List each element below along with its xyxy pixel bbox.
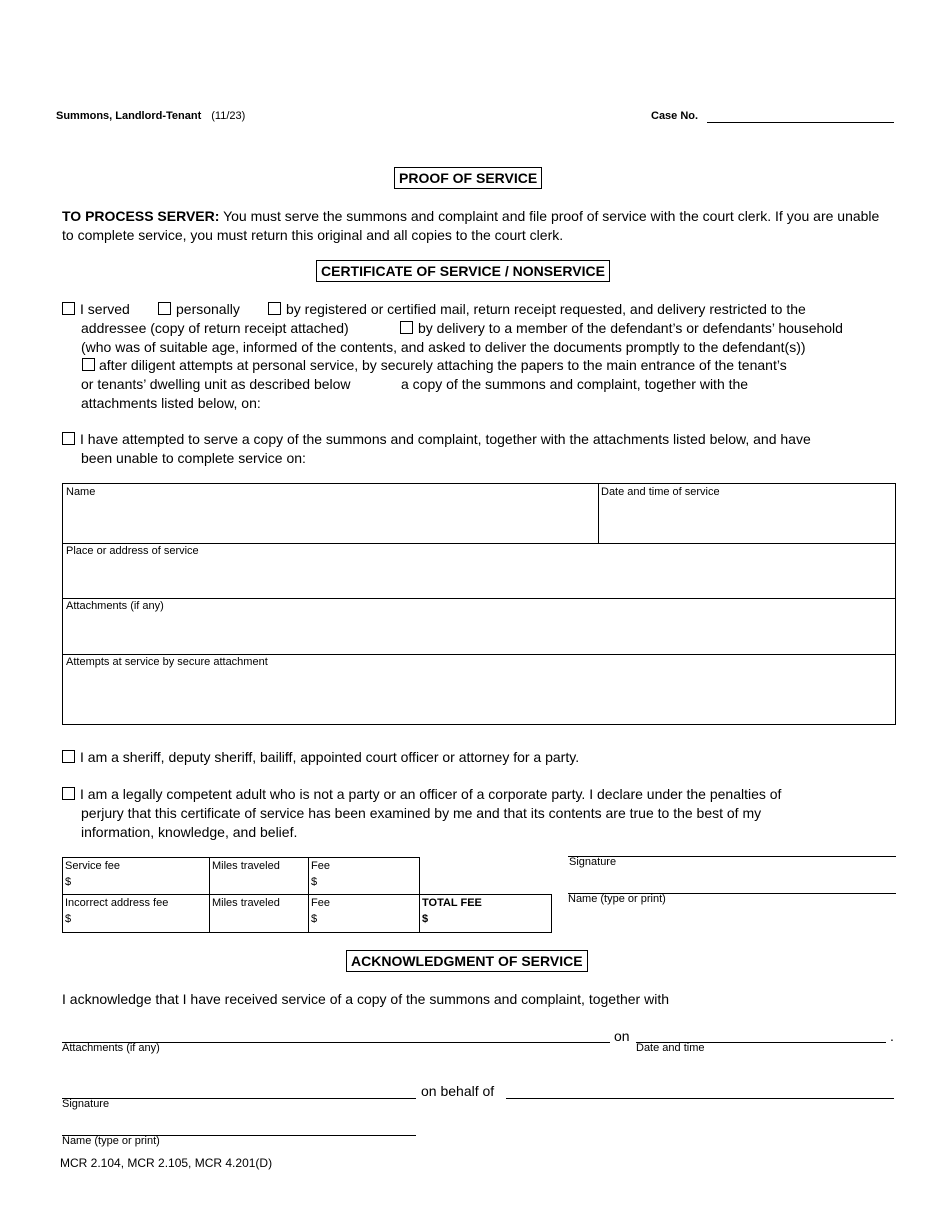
attempts-label: Attempts at service by secure attachment [66,656,268,668]
service-fee-label: Service fee [65,860,121,872]
ack-period: . [890,1028,894,1044]
household-label-line2: (who was of suitable age, informed of the contents, and asked to deliver the documents promptly to the defendant(s)) [81,339,806,355]
form-title [56,110,245,122]
date-time-of-service-field[interactable] [598,484,895,543]
copy-text: a copy of the summons and complaint, together with the [401,376,749,392]
personally-label: personally [176,301,240,317]
attachments-field[interactable] [63,598,895,654]
adult-statement-line1: I am a legally competent adult who is not a party or an officer of a corporate party. I declare under the penalties of [80,786,782,802]
ack-signature-field[interactable] [62,1098,416,1099]
service-details-table [62,483,896,725]
date-time-label: Date and time of service [601,486,720,498]
total-fee-currency: $ [422,913,429,925]
service-fee-currency: $ [65,876,72,888]
attempted-checkbox[interactable] [62,432,75,445]
place-label: Place or address of service [66,545,199,557]
form-title-text: Summons, Landlord-Tenant [56,110,202,122]
personally-checkbox[interactable] [158,302,171,315]
attempts-field[interactable] [63,654,895,724]
service-fee-field[interactable] [62,857,210,895]
form-revision: (11/23) [211,110,246,122]
miles-traveled-field[interactable] [209,857,309,895]
incorrect-address-fee-field[interactable] [62,894,210,933]
ack-statement: I acknowledge that I have received service of a copy of the summons and complaint, together with [62,991,669,1007]
fee-label: Fee [311,860,330,872]
instructions-text: You must serve the summons and complaint and file proof of service with the court clerk. If you are unable to complete service, you must return this original and all copies to the court clerk. [62,208,880,243]
fee-field-2[interactable] [308,894,420,933]
sheriff-checkbox[interactable] [62,750,75,763]
footer-rules: MCR 2.104, MCR 2.105, MCR 4.201(D) [60,1156,273,1170]
miles-label: Miles traveled [212,860,280,872]
i-served-label: I served [80,301,130,317]
name-field[interactable] [63,484,598,543]
mail-checkbox[interactable] [268,302,281,315]
process-server-instructions [62,207,894,245]
case-no-field[interactable] [707,122,894,123]
attachments-label: Attachments (if any) [66,600,164,612]
adult-statement-line3: information, knowledge, and belief. [81,824,298,840]
incorrect-fee-currency: $ [65,913,72,925]
sheriff-statement: I am a sheriff, deputy sheriff, bailiff, appointed court officer or attorney for a party. [80,749,580,765]
acknowledgment-title: ACKNOWLEDGMENT OF SERVICE [346,950,588,972]
adult-statement-line2: perjury that this certificate of service has been examined by me and that its contents are true to the best of my [81,805,762,821]
ack-attachments-label: Attachments (if any) [62,1042,160,1054]
place-of-service-field[interactable] [63,543,895,598]
i-served-checkbox[interactable] [62,302,75,315]
ack-date-time-label: Date and time [636,1042,705,1054]
instructions-lead: TO PROCESS SERVER: [62,208,220,224]
fee-label: Fee [311,897,330,909]
household-checkbox[interactable] [400,321,413,334]
on-behalf-of-field[interactable] [506,1098,894,1099]
on-behalf-of-text: on behalf of [421,1083,495,1099]
attempted-line2: been unable to complete service on: [81,450,306,466]
attach-label-line2: or tenants’ dwelling unit as described below [81,376,351,392]
signature-line-top [568,856,896,857]
incorrect-address-fee-label: Incorrect address fee [65,897,169,909]
secure-attachment-checkbox[interactable] [82,358,95,371]
fee-currency: $ [311,876,318,888]
mail-label-line2: addressee (copy of return receipt attached) [81,320,349,336]
ack-signature-label: Signature [62,1098,110,1110]
name-label: Name [66,486,96,498]
case-no-label: Case No. [651,110,699,122]
fee-field[interactable] [308,857,420,895]
mail-label-line1: by registered or certified mail, return receipt requested, and delivery restricted to the [286,301,806,317]
adult-checkbox[interactable] [62,787,75,800]
server-name-label: Name (type or print) [568,893,666,905]
miles-traveled-field-2[interactable] [209,894,309,933]
household-label-line1: by delivery to a member of the defendant’s or defendants’ household [418,320,843,336]
certificate-title: CERTIFICATE OF SERVICE / NONSERVICE [316,260,610,282]
ack-on-text: on [614,1028,630,1044]
attempted-line1: I have attempted to serve a copy of the summons and complaint, together with the attachments listed below, and have [80,431,811,447]
miles-label: Miles traveled [212,897,280,909]
signature-label: Signature [569,856,617,868]
ack-name-label: Name (type or print) [62,1135,160,1147]
total-fee-field[interactable] [419,894,552,933]
fee-currency: $ [311,913,318,925]
total-fee-label: TOTAL FEE [422,897,482,909]
proof-of-service-title: PROOF OF SERVICE [394,167,542,189]
attachments-listed-text: attachments listed below, on: [81,395,261,411]
attach-label-line1: after diligent attempts at personal service, by securely attaching the papers to the main entrance of the tenant’s [99,357,787,373]
